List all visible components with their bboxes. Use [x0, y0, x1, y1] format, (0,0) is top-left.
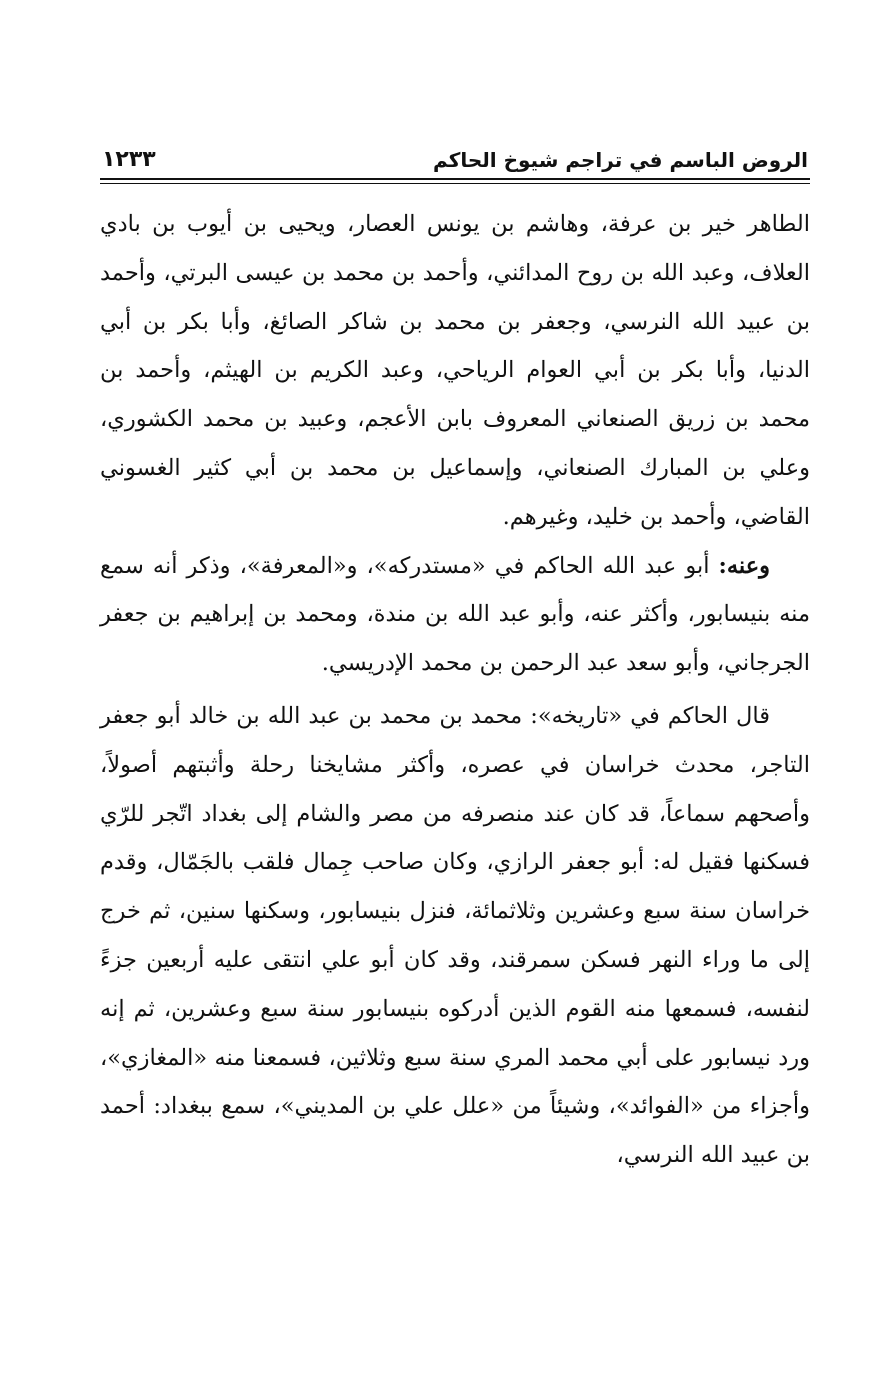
paragraph-text: قال الحاكم في «تاريخه»: محمد بن محمد بن عبد الله بن خالد أبو جعفر التاجر، محدث خراسان في عصره، وأكثر مشايخنا رحلة وأثبتهم أصولاً، وأصحهم سماعاً، قد كان عند منصرفه من مصر والشام إلى بغداد اتّجر للرّي فسكنها فقيل له: أبو جعفر الرازي، وكان صاحب جِمال فلقب بالجَمّال، وقدم خراسان سنة سبع وعشرين وثلاثمائة، فنزل بنيسابور، وسكنها سنين، ثم خرج إلى ما وراء النهر فسكن سمرقند، وقد كان أبو علي انتقى عليه أربعين جزءً لنفسه، فسمعها منه القوم الذين أدركوه بنيسابور سنة سبع وعشرين، ثم إنه ورد نيسابور على أبي محمد المري سنة سبع وثلاثين، فسمعنا منه «المغازي»، وأجزاء من «الفوائد»، وشيئاً من «علل علي بن المديني»، سمع ببغداد: أحمد بن عبيد الله النرسي، — [100, 702, 810, 1169]
page-body — [100, 200, 810, 1180]
book-page — [100, 138, 810, 1180]
paragraph-students — [100, 542, 810, 688]
header-rule — [100, 178, 810, 184]
paragraph-lead: وعنه: — [718, 552, 770, 579]
book-title: الروض الباسم في تراجم شيوخ الحاكم — [433, 148, 808, 172]
paragraph-hakim-quote — [100, 692, 810, 1180]
paragraph-text: أبو عبد الله الحاكم في «مستدركه»، و«المعرفة»، وذكر أنه سمع منه بنيسابور، وأكثر عنه، وأبو عبد الله بن مندة، ومحمد بن إبراهيم بن جعفر الجرجاني، وأبو سعد عبد الرحمن بن محمد الإدريسي. — [100, 552, 810, 677]
paragraph-narrators-list — [100, 200, 810, 542]
page-number: ١٢٣٣ — [102, 147, 156, 172]
paragraph-text: الطاهر خير بن عرفة، وهاشم بن يونس العصار، ويحيى بن أيوب بن بادي العلاف، وعبد الله بن روح المدائني، وأحمد بن محمد بن عيسى البرتي، وأحمد بن عبيد الله النرسي، وجعفر بن محمد بن شاكر الصائغ، وأبا بكر بن أبي الدنيا، وأبا بكر بن أبي العوام الرياحي، وعبد الكريم بن الهيثم، وأحمد بن محمد بن زريق الصنعاني المعروف بابن الأعجم، وعبيد بن محمد الكشوري، وعلي بن المبارك الصنعاني، وإسماعيل بن محمد بن أبي كثير الغسوني القاضي، وأحمد بن خليد، وغيرهم. — [100, 211, 810, 530]
running-header — [100, 138, 810, 172]
